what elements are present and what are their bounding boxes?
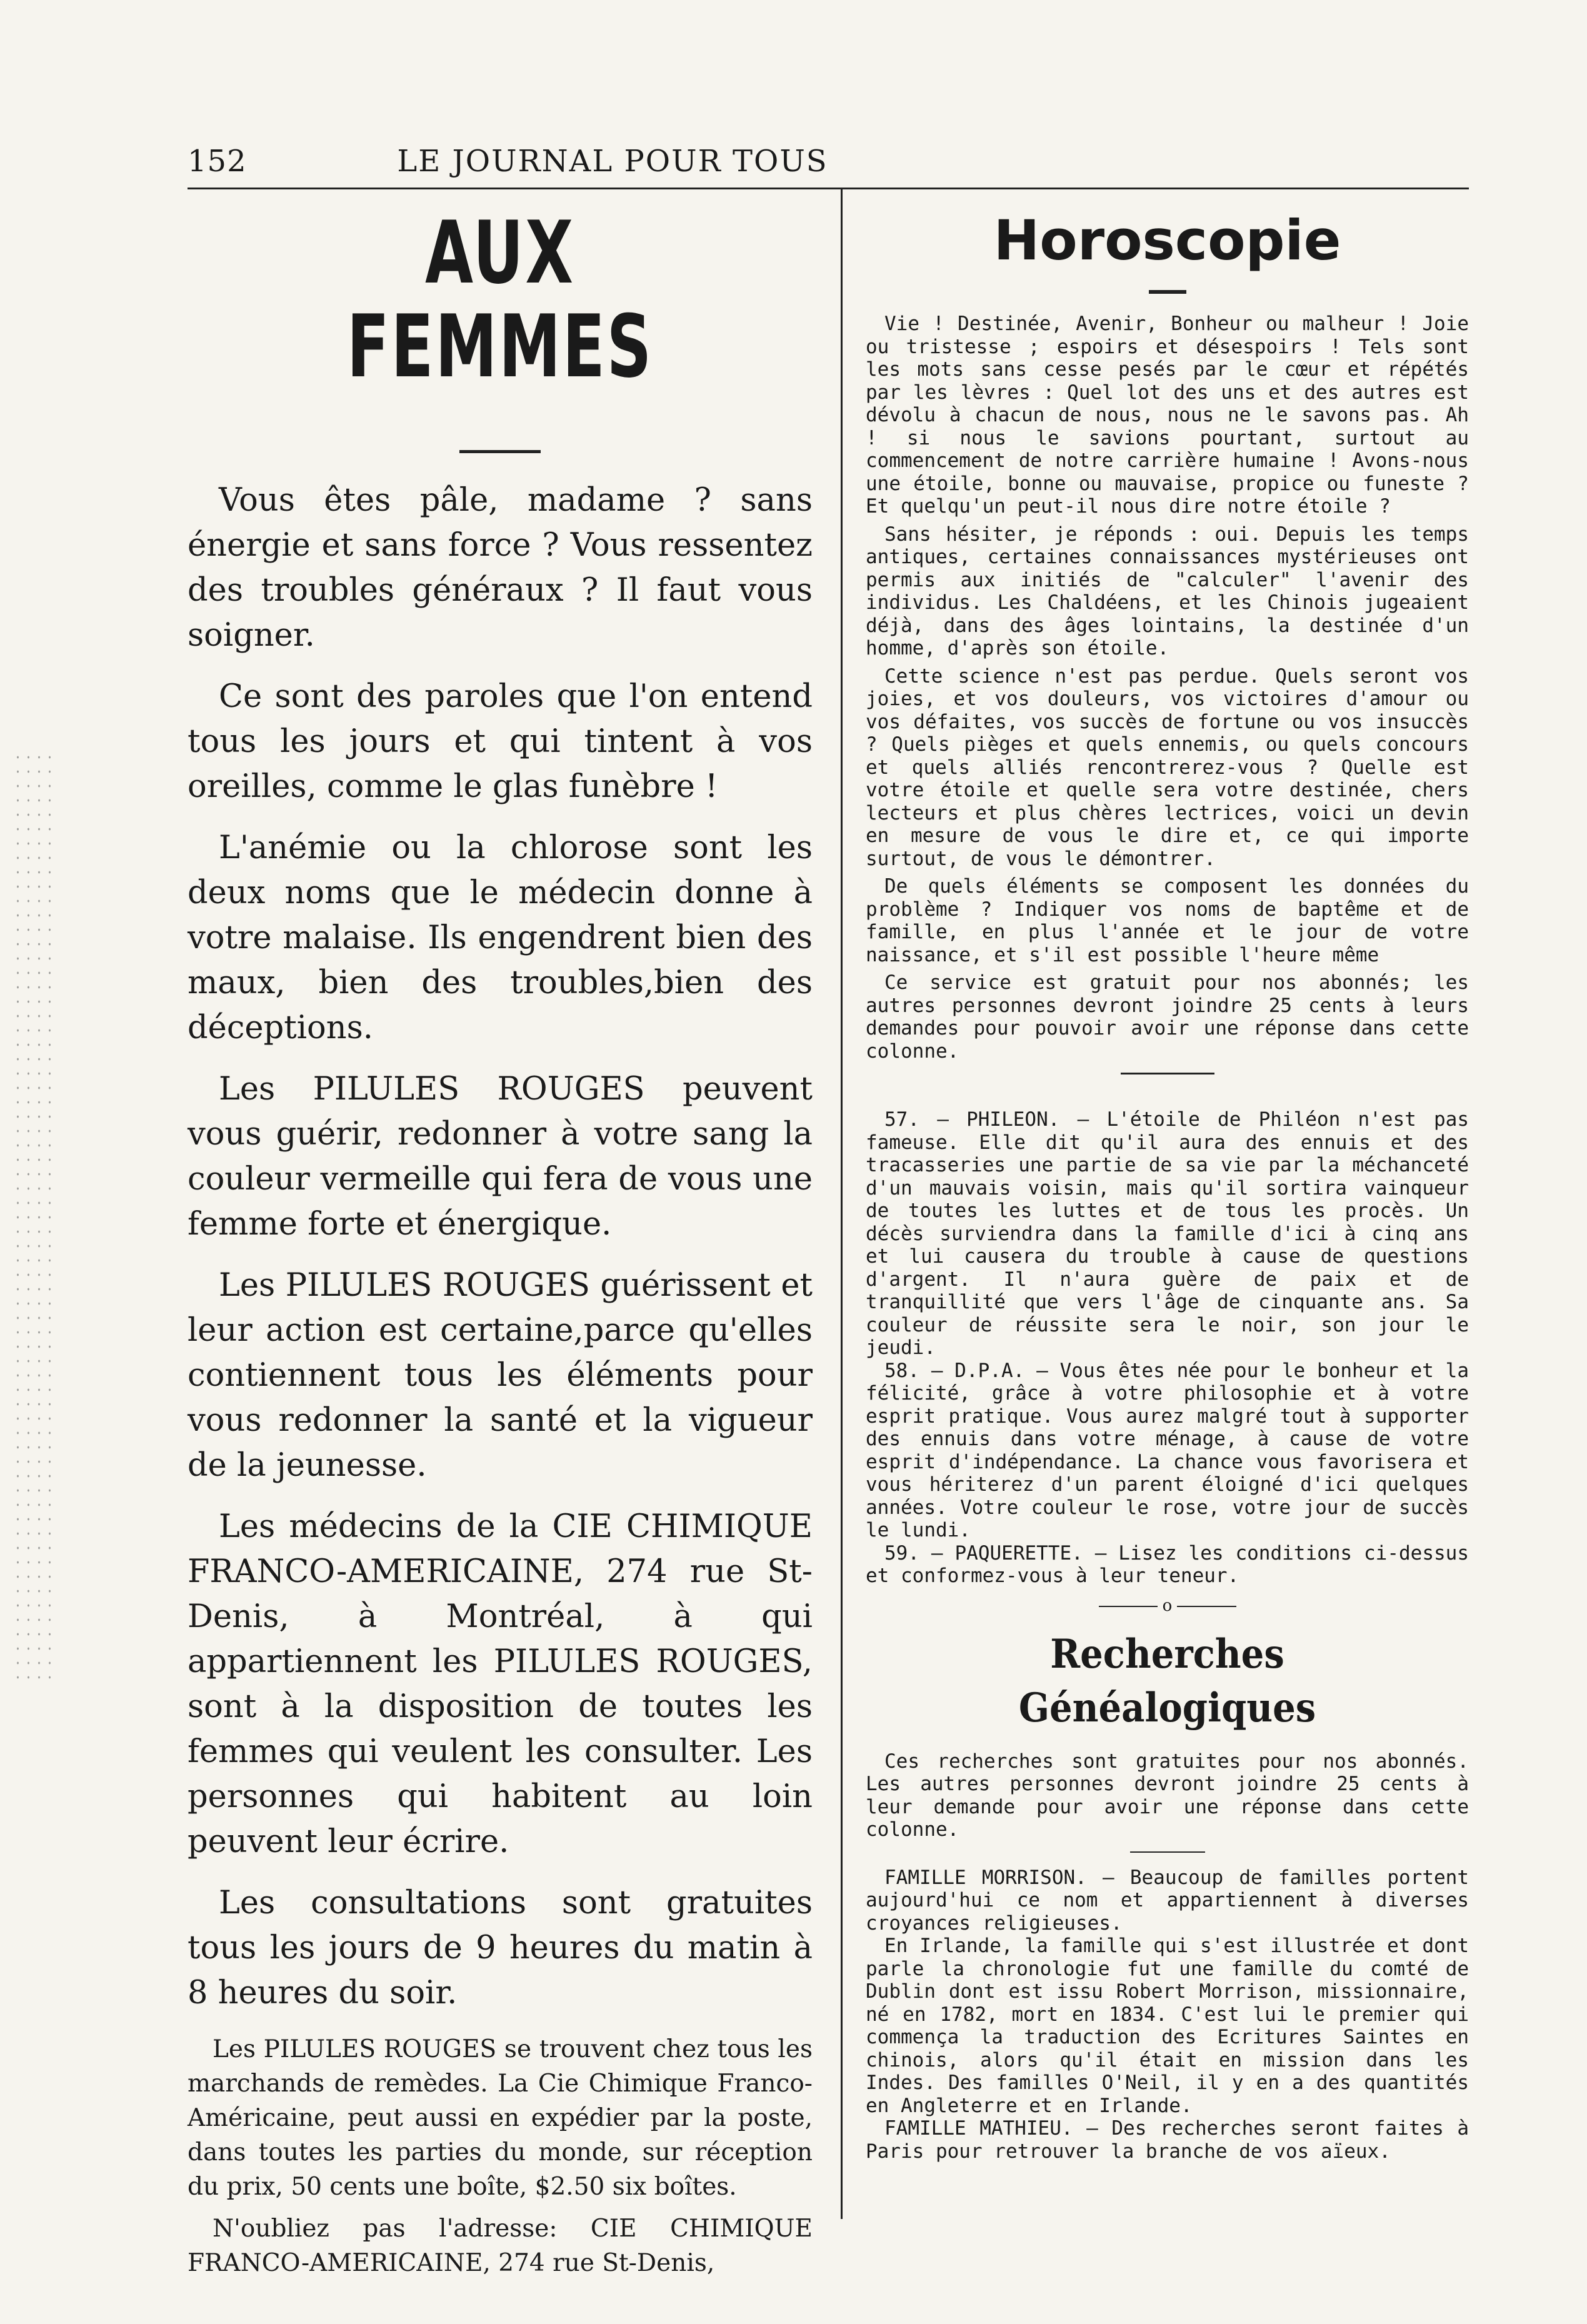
left-column <box>188 203 813 2288</box>
title-rule <box>459 450 541 453</box>
header-rule <box>188 188 1469 189</box>
article-paragraph: L'anémie ou la chlorose sont les deux noms que le médecin donne à votre malaise. Ils engendrent bien des maux, bien des troubles,bien des déceptions. <box>188 829 813 1046</box>
horoscope-intro-paragraph: Cette science n'est pas perdue. Quels seront vos joies, et vos douleurs, vos victoires d'amour ou vos défaites, vos succès de fortune ou vos insuccès ? Quels pièges et quels ennemis, ou quels concours et quels alliés rencontrerez-vous ? Quelle est votre étoile et quelle sera votre destinée, chers lecteurs et plus chères lectrices, voici un devin en mesure de vous le dire et, ce qui importe surtout, de vous le démontrer. <box>866 664 1469 870</box>
genealogy-entry: FAMILLE MATHIEU. — Des recherches seront faites à Paris pour retrouver la branche de vos aïeux. <box>866 2117 1469 2163</box>
genealogy-rule <box>1130 1851 1205 1853</box>
horoscope-intro-paragraph: Ce service est gratuit pour nos abonnés; les autres personnes devront joindre 25 cents à leurs demandes pour pouvoir avoir une réponse dans cette colonne. <box>866 971 1469 1063</box>
article-small-paragraph: N'oubliez pas l'adresse: CIE CHIMIQUE FRANCO-AMERICAINE, 274 rue St-Denis, <box>188 2215 813 2277</box>
genealogy-entry: En Irlande, la famille qui s'est illustrée et dont parle la chronologie fut une famille du comté de Dublin dont est issu Robert Morrison, missionnaire, né en 1782, mort en 1834. C'est lui le premier qui commença la traduction des Ecritures Saintes en chinois, alors qu'il était en mission dans les Indes. Des familles O'Neil, il y en a des quantités en Angleterre et en Irlande. <box>866 1935 1469 2117</box>
article-small-paragraph: Les PILULES ROUGES se trouvent chez tous les marchands de remèdes. La Cie Chimique Franco-Américaine, peut aussi en expédier par la poste, dans toutes les parties du monde, sur réception du prix, 50 cents une boîte, $2.50 six boîtes. <box>188 2035 813 2201</box>
horoscope-entry: 58. — D.P.A. — Vous êtes née pour le bonheur et la félicité, grâce à votre philosophie et à votre esprit pratique. Vous aurez malgré tout à supporter des ennuis dans votre ménage, à cause de votre esprit d'indépendance. La chance vous favorisera et vous hériterez d'un parent éloigné d'ici quelques années. Votre couleur le rose, votre jour de succès le lundi. <box>866 1359 1469 1541</box>
horoscope-entry: 57. — PHILEON. — L'étoile de Philéon n'est pas fameuse. Elle dit qu'il aura des ennuis et des tracasseries une partie de sa vie par la méchanceté d'un mauvais voisin, mais qu'il sortira vainqueur de toutes les luttes et de tous les procès. Un décès surviendra dans la famille d'ici à cinq ans et lui causera du trouble à cause de questions d'argent. Il n'aura guère de paix et de tranquillité que vers l'âge de cinquante ans. Sa couleur de réussite sera le noir, son jour le jeudi. <box>866 1108 1469 1359</box>
section-rule <box>1121 1073 1214 1074</box>
article-paragraph: Ce sont des paroles que l'on entend tous les jours et qui tintent à vos oreilles, comme le glas funèbre ! <box>188 678 813 805</box>
horoscope-entry: 59. — PAQUERETTE. — Lisez les conditions ci-dessus et conformez-vous à leur teneur. <box>866 1541 1469 1587</box>
title-ornament <box>1149 290 1186 294</box>
right-column <box>866 206 1469 2163</box>
article-paragraph: Les PILULES ROUGES peuvent vous guérir, redonner à votre sang la couleur vermeille qui fera de vous une femme forte et énergique. <box>188 1071 813 1243</box>
genealogy-entry: FAMILLE MORRISON. — Beaucoup de familles portent aujourd'hui ce nom et appartiennent à diverses croyances religieuses. <box>866 1866 1469 1935</box>
section-separator <box>1099 1596 1236 1615</box>
genealogy-intro: Ces recherches sont gratuites pour nos abonnés. Les autres personnes devront joindre 25 cents à leur demande pour avoir une réponse dans cette colonne. <box>866 1750 1469 1841</box>
horoscope-intro-paragraph: Sans hésiter, je réponds : oui. Depuis les temps antiques, certaines connaissances mystérieuses ont permis aux initiés de "calculer" l'avenir des individus. Les Chaldéens, et les Chinois jugeaient déjà, dans des âges lointains, la destinée d'un homme, d'après son étoile. <box>866 523 1469 659</box>
column-divider <box>841 188 843 2219</box>
horoscope-intro-paragraph: Vie ! Destinée, Avenir, Bonheur ou malheur ! Joie ou tristesse ; espoirs et désespoirs ! Tels sont les mots sans cesse pesés par le cœur et répétés par les lèvres : Quel lot des uns et des autres est dévolu à chacun de nous, nous ne le savons pas. Ah ! si nous le savions pourtant, surtout au commencement de notre carrière humaine ! Avons-nous une étoile, bonne ou mauvaise, propice ou funeste ? Et quelqu'un peut-il nous dire notre étoile ? <box>866 313 1469 518</box>
article-paragraph: Les médecins de la CIE CHIMIQUE FRANCO-AMERICAINE, 274 rue St-Denis, à Montréal, à qui appartiennent les PILULES ROUGES, sont à la disposition de toutes les femmes qui veulent les consulter. Les personnes qui habitent au loin peuvent leur écrire. <box>188 1508 813 1860</box>
article-title: AUX FEMMES <box>346 203 654 397</box>
article-paragraph: Les consultations sont gratuites tous les jours de 9 heures du matin à 8 heures du soir. <box>188 1885 813 2011</box>
article-paragraph: Les PILULES ROUGES guérissent et leur action est certaine,parce qu'elles contiennent tous les éléments pour vous redonner la santé et la vigueur de la jeunesse. <box>188 1267 813 1484</box>
horoscope-intro-paragraph: De quels éléments se composent les données du problème ? Indiquer vos noms de baptême et de famille, en plus l'année et le jour de votre naissance, et s'il est possible l'heure même <box>866 875 1469 966</box>
scan-margin-specks <box>13 750 56 1688</box>
page-number: 152 <box>188 144 247 179</box>
separator-glyph: o <box>1158 1596 1178 1615</box>
genealogy-title: Recherches Généalogiques <box>1018 1630 1316 1731</box>
running-title: LE JOURNAL POUR TOUS <box>397 144 828 179</box>
article-paragraph: Vous êtes pâle, madame ? sans énergie et sans force ? Vous ressentez des troubles généraux ? Il faut vous soigner. <box>188 482 813 654</box>
horoscope-title: Horoscopie <box>993 208 1341 273</box>
page-header <box>188 144 1469 188</box>
